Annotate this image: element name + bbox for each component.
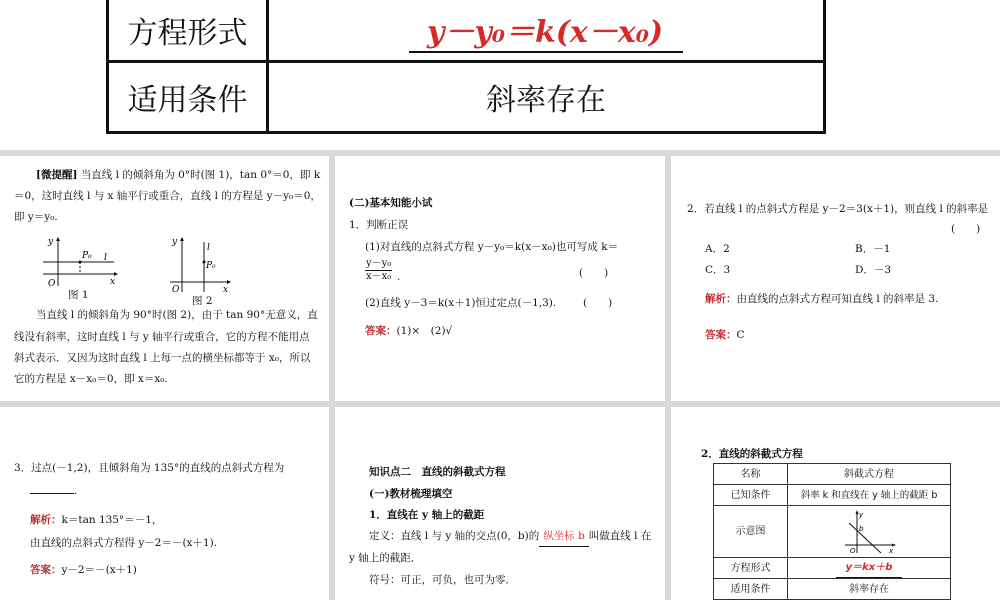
option-c: C．3 (705, 264, 731, 276)
table-row (714, 579, 951, 600)
panel-quiz-1 (335, 156, 665, 401)
answer-value: (1)× (2)√ (396, 325, 453, 337)
answer-line (705, 326, 745, 345)
table-row (109, 0, 823, 63)
answer-label: 答案： (705, 329, 737, 341)
question-1b: (2)直线 y－3＝k(x＋1)恒过定点(－1,3). (365, 297, 557, 309)
label-y: y (48, 237, 54, 247)
slope-intercept-diagram (841, 509, 897, 555)
answer-label: 答案： (365, 325, 397, 337)
reminder-line-4: 当直线 l 的倾斜角为 90°时(图 2)，由于 tan 90°无意义，直 (36, 309, 318, 321)
figure-1 (38, 234, 118, 290)
answer-paren: ( ) (579, 267, 609, 279)
panel-knowledge-2 (335, 407, 665, 600)
row-label: 适用条件 (714, 579, 788, 600)
top-slide (0, 0, 1000, 150)
reminder-text: 当直线 l 的倾斜角为 0°时(图 1)，tan 0°＝0，即 k (80, 169, 321, 181)
label-x: x (110, 277, 116, 287)
label-x: x (223, 285, 229, 295)
reminder-line-1 (36, 166, 320, 185)
point-slope-formula: y－y₀＝k(x－x₀) (409, 7, 683, 53)
row-label: 已知条件 (714, 485, 788, 506)
solution-line-1 (30, 511, 162, 530)
reminder-tag: [微提醒] (36, 169, 78, 181)
section-title: (二)基本知能小试 (349, 197, 433, 209)
blank-period: . (74, 485, 78, 497)
fraction-period: . (397, 271, 401, 283)
row-label: 方程形式 (714, 558, 788, 579)
label-b: b (859, 524, 864, 533)
fraction (365, 258, 392, 283)
row-value: 斜率存在 (788, 579, 951, 600)
row-label: 示意图 (714, 506, 788, 558)
definition-text-1: 定义：直线 l 与 y 轴的交点(0，b)的 (369, 530, 540, 542)
x-arrow-icon (114, 272, 118, 276)
question-1: 1．判断正误 (349, 219, 409, 231)
label-p0: P₀ (206, 261, 216, 271)
label-y: y (859, 510, 864, 519)
formula-cell (269, 0, 823, 60)
diagram-cell (788, 506, 951, 558)
answer-value: y－2＝－(x＋1) (61, 564, 137, 576)
option-a: A．2 (705, 243, 730, 255)
table-row (714, 464, 951, 485)
label-p0: P₀ (82, 251, 92, 261)
answer-label: 答案： (30, 564, 62, 576)
table-row (109, 63, 823, 131)
y-arrow-icon (56, 237, 60, 241)
answer-blank (30, 481, 77, 501)
label-o: O (850, 546, 856, 555)
slope-intercept-formula: y＝kx＋b (836, 558, 903, 578)
point-slope-table (106, 0, 826, 134)
table-row (714, 485, 951, 506)
condition-cell: 斜率存在 (486, 83, 606, 118)
blank-line (30, 481, 74, 494)
label-y: y (172, 237, 178, 247)
solution-line-2: 由直线的点斜式方程得 y－2＝－(x＋1). (30, 537, 218, 549)
row-label: 方程形式 (109, 0, 269, 60)
definition-line-2: y 轴上的截距． (349, 552, 422, 564)
answer-line (365, 322, 452, 341)
slope-intercept-table (713, 463, 951, 600)
question-3: 3．过点(－1,2)，且倾斜角为 135°的直线的点斜式方程为 (14, 462, 285, 474)
label-l: l (207, 243, 210, 253)
row-value: 斜率 k 和直线在 y 轴上的截距 b (788, 485, 951, 506)
reminder-line-3: 即 y＝y₀. (14, 211, 58, 223)
answer-paren: ( ) (951, 223, 981, 235)
solution-label: 解析： (705, 293, 737, 305)
solution-label: 解析： (30, 514, 62, 526)
reminder-line-5: 线没有斜率，这时直线 l 与 y 轴平行或重合，它的方程不能用点 (14, 331, 310, 343)
reminder-line-7: 它的方程是 x－x₀＝0，即 x＝x₀. (14, 373, 168, 385)
slope-intercept-title: 2．直线的斜截式方程 (701, 448, 803, 460)
solution-text-1: k＝tan 135°＝－1， (61, 514, 163, 526)
panel-slope-intercept (671, 407, 1000, 600)
formula-cell (788, 558, 951, 579)
reminder-line-2: ＝0，这时直线 l 与 x 轴平行或重合，直线 l 的方程是 y－y₀＝0， (14, 190, 321, 202)
answer-line (30, 561, 137, 580)
fraction-numerator: y－y₀ (366, 258, 392, 269)
question-2: 2．若直线 l 的点斜式方程是 y－2＝3(x＋1)，则直线 l 的斜率是 (687, 203, 989, 215)
option-b: B．－1 (855, 243, 891, 255)
panel-reminder (0, 156, 329, 401)
subsection-title: (一)教材梳理填空 (369, 488, 453, 500)
definition-text-2: 叫做直线 l 在 (588, 530, 652, 542)
option-d: D．－3 (855, 264, 892, 276)
figure-2-caption: 图 2 (192, 295, 213, 307)
answer-paren: ( ) (583, 297, 613, 309)
sign-line: 符号：可正，可负，也可为零． (369, 574, 516, 586)
solution-text: 由直线的点斜式方程可知直线 l 的斜率是 3. (736, 293, 939, 305)
topic-title: 1．直线在 y 轴上的截距 (369, 509, 485, 521)
fraction-denominator: x－x₀ (366, 271, 392, 282)
label-o: O (172, 285, 180, 295)
label-o: O (48, 279, 56, 289)
figure-1-caption: 图 1 (68, 289, 89, 301)
solution-line (705, 290, 938, 309)
table-row (714, 506, 951, 558)
label-l: l (104, 253, 107, 263)
panel-quiz-2 (671, 156, 1000, 401)
answer-value: C (736, 329, 745, 341)
definition-line (369, 527, 651, 547)
knowledge-title: 知识点二 直线的斜截式方程 (369, 466, 506, 478)
definition-fill: 纵坐标 b (539, 527, 589, 547)
panel-quiz-3 (0, 407, 329, 600)
x-arrow-icon (227, 280, 231, 284)
row-label: 名称 (714, 464, 788, 485)
reminder-line-6: 斜式表示．又因为这时直线 l 上每一点的横坐标都等于 x₀，所以 (14, 352, 311, 364)
y-arrow-icon (180, 237, 184, 241)
label-x: x (889, 546, 894, 555)
table-row (714, 558, 951, 579)
row-label: 适用条件 (109, 63, 269, 131)
figure-2 (165, 234, 235, 296)
question-1a: (1)对直线的点斜式方程 y－y₀＝k(x－x₀)也可写成 k＝ (365, 241, 619, 253)
row-value: 斜截式方程 (788, 464, 951, 485)
